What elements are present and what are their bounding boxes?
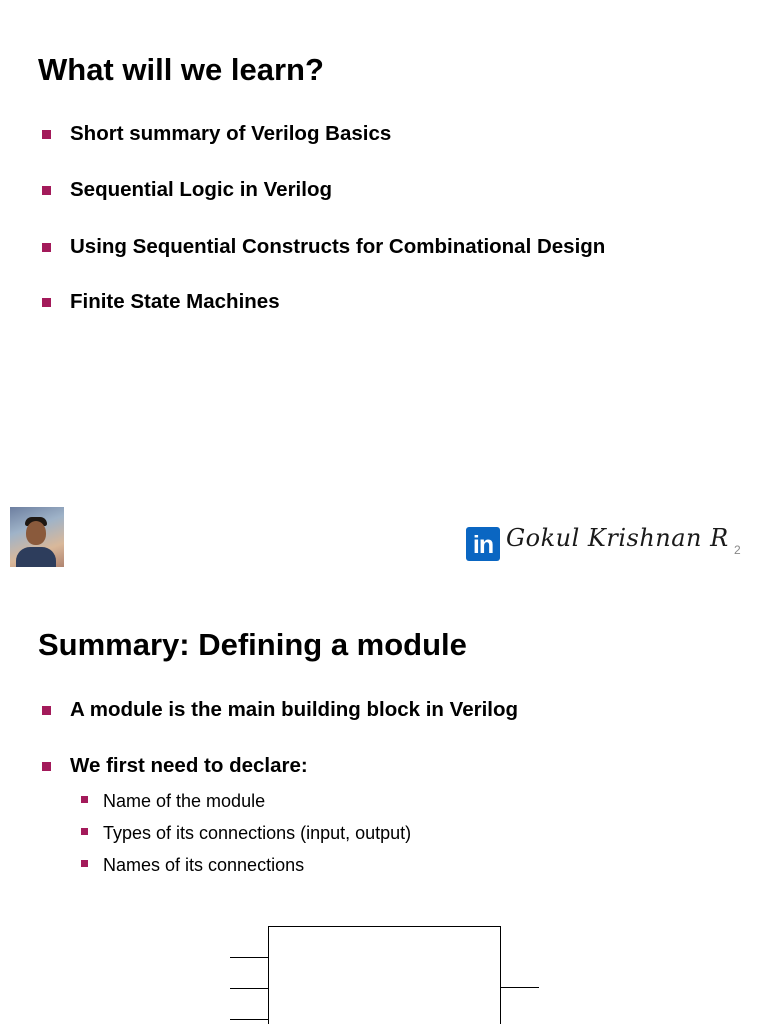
square-bullet-icon	[42, 298, 51, 307]
bullet-item	[42, 237, 605, 292]
author-avatar	[10, 507, 64, 567]
square-bullet-icon	[42, 243, 51, 252]
slide-title: Summary: Defining a module	[38, 627, 467, 662]
linkedin-icon: in	[466, 527, 500, 561]
bullet-text: We first need to declare:	[70, 754, 308, 777]
bullet-item	[42, 124, 605, 180]
bullet-list	[42, 124, 605, 322]
sub-bullet-text: Types of its connections (input, output)	[103, 823, 412, 843]
page-number: 2	[734, 543, 741, 557]
bullet-text: Short summary of Verilog Basics	[70, 122, 392, 145]
sub-bullet-text: Name of the module	[103, 791, 266, 811]
slide-title: What will we learn?	[38, 52, 324, 87]
bullet-text: Finite State Machines	[70, 290, 280, 313]
avatar-shirt	[16, 547, 56, 567]
square-bullet-icon	[42, 130, 51, 139]
bullet-item	[42, 292, 605, 322]
slide-defining-a-module	[0, 590, 768, 1024]
author-signature: Gokul Krishnan R	[506, 524, 729, 552]
bullet-item	[42, 180, 605, 237]
bullet-text: A module is the main building block in Verilog	[70, 698, 519, 721]
square-bullet-icon	[42, 186, 51, 195]
bullet-text: Using Sequential Constructs for Combinational Design	[70, 235, 606, 258]
module-box	[269, 927, 501, 1024]
module-block-diagram	[0, 590, 768, 1024]
avatar-face	[26, 521, 46, 545]
bullet-text: Sequential Logic in Verilog	[70, 178, 332, 201]
sub-bullet-text: Names of its connections	[103, 855, 305, 875]
